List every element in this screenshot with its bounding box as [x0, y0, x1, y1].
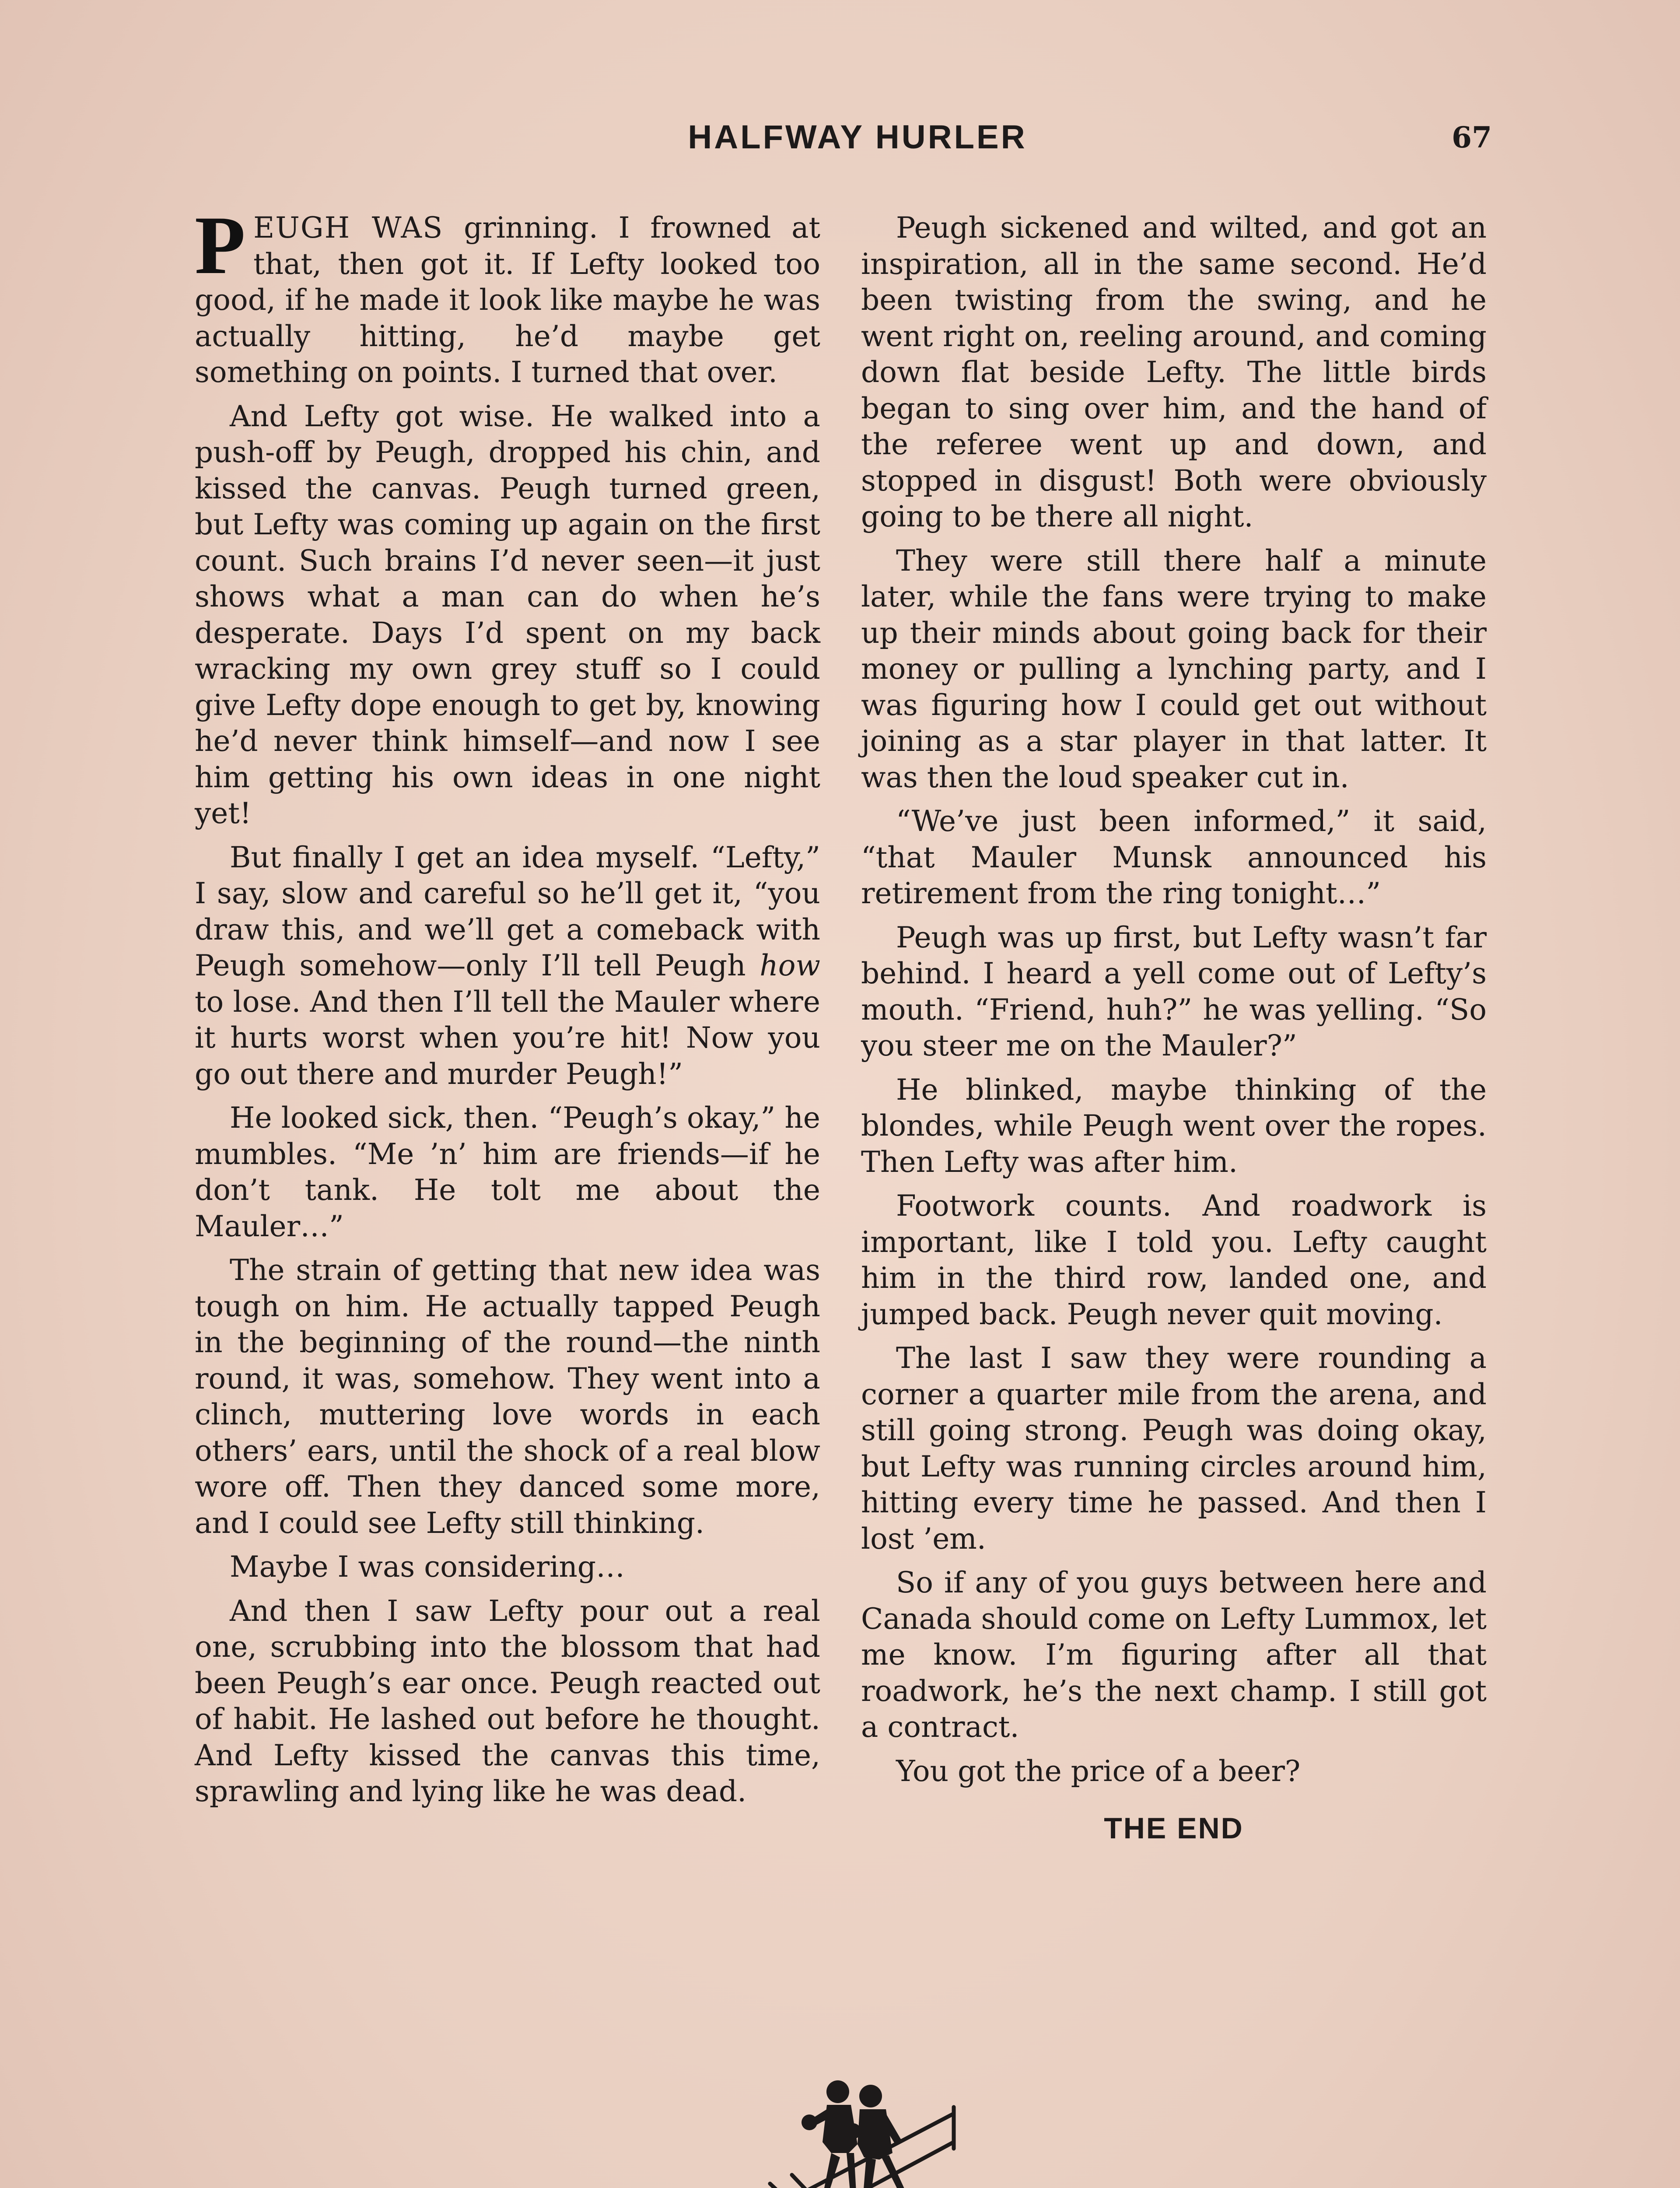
emphasis: how — [760, 949, 820, 982]
page-number: 67 — [1452, 120, 1492, 154]
paragraph: The last I saw they were rounding a corner a quarter mile from the arena, and still going strong. Peugh was doing okay, but Lefty was running circles around him, hitting every time he passed. And then I lost ’em. — [861, 1341, 1487, 1556]
paragraph: And then I saw Lefty pour out a real one, scrubbing into the blossom that had been Peugh’s ear once. Peugh reacted out of habit. He lashed out before he thought. And Lefty kissed the canvas this time, sprawling and lying like he was dead. — [195, 1594, 820, 1808]
paragraph: They were still there half a minute later, while the fans were trying to make up their minds about going back for their money or pulling a lynching party, and I was figuring how I could get out without joining as a star player in that latter. It was then the loud speaker cut in. — [861, 543, 1487, 794]
lead-in: EUGH WAS — [253, 211, 444, 245]
paragraph-text: But finally I get an idea myself. “Lefty,” I say, slow and careful so he’ll get it, “you draw this, and we’ll get a comeback with Peugh somehow—only I’ll tell Peugh — [195, 840, 820, 982]
paragraph: Footwork counts. And roadwork is important, like I told you. Lefty caught him in the third row, landed one, and jumped back. Peugh never quit moving. — [861, 1189, 1487, 1331]
paragraph: Maybe I was considering… — [230, 1550, 625, 1584]
drop-cap: P — [195, 200, 246, 291]
paragraph: And Lefty got wise. He walked into a push-off by Peugh, dropped his chin, and kissed the canvas. Peugh turned green, but Lefty was coming up again on the first count. Such brains I’d never seen—it just shows what a man can do when he’s desperate. Days I’d spent on my back wracking my own grey stuff so I could give Lefty dope enough to get by, knowing he’d never think himself—and now I see him getting his own ideas in one night yet! — [195, 399, 820, 830]
paragraph: “We’ve just been informed,” it said, “that Mauler Munsk announced his retirement from the ring tonight…” — [861, 804, 1487, 910]
boxers-in-ring-icon — [761, 2065, 962, 2188]
paragraph: The strain of getting that new idea was tough on him. He actually tapped Peugh in the beginning of the round—the ninth round, it was, somehow. They went into a clinch, muttering love words in each others’ ears, until the shock of a real blow wore off. Then they danced some more, and I could see Lefty still thinking. — [195, 1253, 820, 1540]
paragraph-text: grinning. I frowned at that, then got it. If Lefty looked too good, if he made it look like maybe he was actually hitting, he’d maybe get something on points. I turned that over. — [195, 211, 820, 389]
paragraph: He blinked, maybe thinking of the blondes, while Peugh went over the ropes. Then Lefty was after him. — [861, 1073, 1487, 1179]
paragraph-text: to lose. And then I’ll tell the Mauler where it hurts worst when you’re hit! Now you go out there and murder Peugh!” — [195, 985, 820, 1091]
paragraph — [195, 200, 820, 391]
paragraph: You got the price of a beer? — [896, 1754, 1301, 1788]
paragraph: Peugh sickened and wilted, and got an inspiration, all in the same second. He’d been twisting from the swing, and he went right on, reeling around, and coming down flat beside Lefty. The little birds began to sing over him, and the hand of the referee went up and down, and stopped in disgust! Both were obviously going to be there all night. — [861, 211, 1487, 533]
paragraph — [195, 840, 820, 1093]
paragraph: Peugh was up first, but Lefty wasn’t far behind. I heard a yell come out of Lefty’s mouth. “Friend, huh?” he was yelling. “So you steer me on the Mauler?” — [861, 920, 1487, 1062]
paragraph: He looked sick, then. “Peugh’s okay,” he mumbles. “Me ’n’ him are friends—if he don’t tank. He tolt me about the Mauler…” — [195, 1101, 820, 1243]
end-mark: THE END — [1104, 1812, 1244, 1845]
running-title: HALFWAY HURLER — [688, 119, 1027, 156]
left-column — [195, 200, 820, 1818]
paragraph: So if any of you guys between here and Canada should come on Lefty Lummox, let me know. I’m figuring after all that roadwork, he’s the next champ. I still got a contract. — [861, 1566, 1487, 1744]
right-column — [861, 210, 1487, 1855]
